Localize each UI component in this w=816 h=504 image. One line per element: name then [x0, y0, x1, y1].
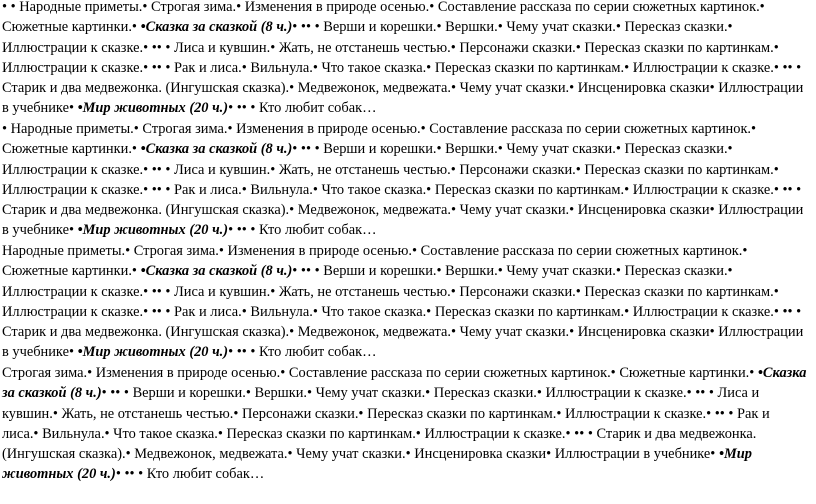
paragraph-text: Народные приметы.• Строгая зима.• Изменения в природе осенью.• Составление рассказа по серии сюжетных картинок.• Сюжетные картинки.•: [2, 243, 748, 280]
paragraph-text: • • Народные приметы.• Строгая зима.• Изменения в природе осенью.• Составление рассказа по серии сюжетных картинок.• Сюжетные картинки.•: [2, 0, 765, 36]
paragraph-text: • •• • Верши и корешки.• Вершки.• Чему учат сказки.• Пересказ сказки.• Иллюстрации к сказке.• •• • Лиса и кувшин.• Жать, не отстанешь честью.• Персонажи сказки.• Пересказ сказки по картинкам.• Иллюстрации к сказке.• •• • Рак и лиса.• Вильнула.• Что такое сказка.• Пересказ сказки по картинкам.• Иллюстрации к сказке.• •• • Старик и два медвежонка. (Ингушская сказка).• Медвежонок, медвежата.• Чему учат сказки.• Инсценировка сказки• Иллюстрации в учебнике•: [2, 385, 770, 463]
section-heading-fairy-tales: •Сказка за сказкой (8 ч.): [2, 365, 807, 402]
paragraph-text: • •• • Верши и корешки.• Вершки.• Чему учат сказки.• Пересказ сказки.• Иллюстрации к сказке.• •• • Лиса и кувшин.• Жать, не отстанешь честью.• Персонажи сказки.• Пересказ сказки по картинкам.• Иллюстрации к сказке.• •• • Рак и лиса.• Вильнула.• Что такое сказка.• Пересказ сказки по картинкам.• Иллюстрации к сказке.• •• • Старик и два медвежонка. (Ингушская сказка).• Медвежонок, медвежата.• Чему учат сказки.• Инсценировка сказки• Иллюстрации в учебнике•: [2, 263, 804, 361]
section-heading-animal-world: •Мир животных (20 ч.): [77, 100, 229, 117]
section-heading-fairy-tales: •Сказка за сказкой (8 ч.): [140, 263, 293, 280]
paragraph-text: • •• • Кто любит собак…: [115, 466, 265, 483]
section-heading-animal-world: •Мир животных (20 ч.): [77, 344, 229, 361]
text-paragraph-3: [2, 241, 808, 363]
text-paragraph-1: [2, 0, 808, 119]
section-heading-animal-world: •Мир животных (20 ч.): [2, 446, 752, 483]
text-paragraph-4: [2, 363, 808, 485]
paragraph-text: • •• • Кто любит собак…: [228, 100, 377, 117]
section-heading-animal-world: •Мир животных (20 ч.): [77, 222, 229, 239]
paragraph-text: • •• • Верши и корешки.• Вершки.• Чему учат сказки.• Пересказ сказки.• Иллюстрации к сказке.• •• • Лиса и кувшин.• Жать, не отстанешь честью.• Персонажи сказки.• Пересказ сказки по картинкам.• Иллюстрации к сказке.• •• • Рак и лиса.• Вильнула.• Что такое сказка.• Пересказ сказки по картинкам.• Иллюстрации к сказке.• •• • Старик и два медвежонка. (Ингушская сказка).• Медвежонок, медвежата.• Чему учат сказки.• Инсценировка сказки• Иллюстрации в учебнике•: [2, 141, 804, 239]
section-heading-fairy-tales: •Сказка за сказкой (8 ч.): [140, 141, 293, 158]
paragraph-text: • •• • Кто любит собак…: [228, 344, 377, 361]
paragraph-text: • •• • Кто любит собак…: [228, 222, 377, 239]
paragraph-text: Строгая зима.• Изменения в природе осенью.• Составление рассказа по серии сюжетных картинок.• Сюжетные картинки.•: [2, 365, 758, 381]
text-paragraph-2: [2, 119, 808, 241]
paragraph-text: • •• • Верши и корешки.• Вершки.• Чему учат сказки.• Пересказ сказки.• Иллюстрации к сказке.• •• • Лиса и кувшин.• Жать, не отстанешь честью.• Персонажи сказки.• Пересказ сказки по картинкам.• Иллюстрации к сказке.• •• • Рак и лиса.• Вильнула.• Что такое сказка.• Пересказ сказки по картинкам.• Иллюстрации к сказке.• •• • Старик и два медвежонка. (Ингушская сказка).• Медвежонок, медвежата.• Чему учат сказки.• Инсценировка сказки• Иллюстрации в учебнике•: [2, 19, 804, 117]
paragraph-text: • Народные приметы.• Строгая зима.• Изменения в природе осенью.• Составление рассказа по серии сюжетных картинок.• Сюжетные картинки.•: [2, 121, 757, 158]
section-heading-fairy-tales: •Сказка за сказкой (8 ч.): [140, 19, 293, 36]
